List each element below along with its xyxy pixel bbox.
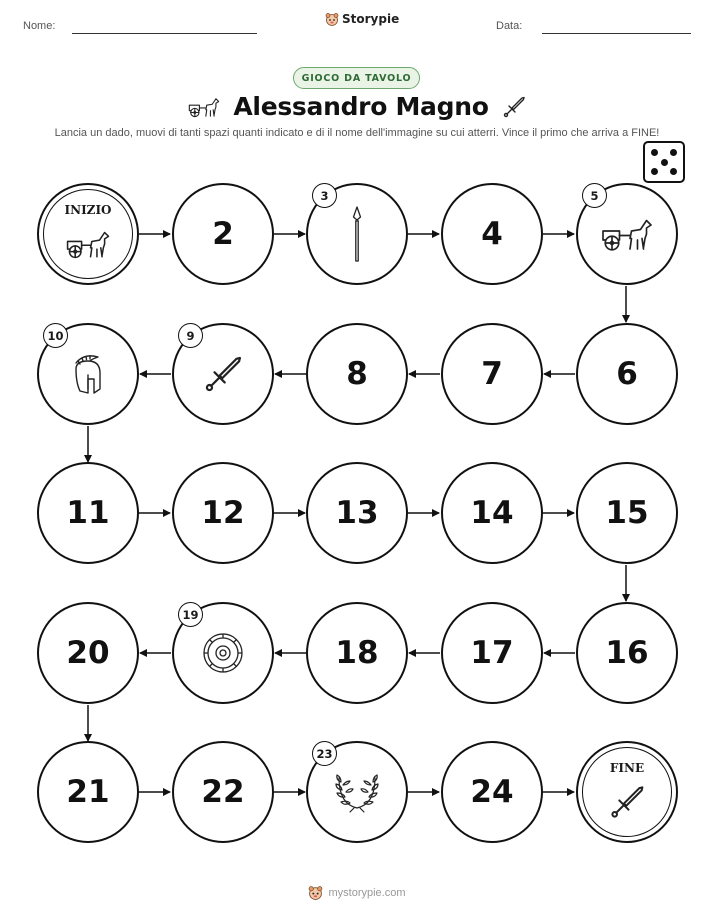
space-number: 13	[335, 495, 379, 531]
board-space-4[interactable]	[441, 183, 543, 285]
board-space-8[interactable]	[306, 323, 408, 425]
space-number: 14	[470, 495, 514, 531]
board-space-2[interactable]	[172, 183, 274, 285]
helmet-icon	[68, 351, 108, 397]
board-space-22[interactable]	[172, 741, 274, 843]
board-space-16[interactable]	[576, 602, 678, 704]
spear-icon	[350, 205, 364, 263]
name-label: Nome:	[23, 20, 56, 32]
chariot-icon	[65, 228, 111, 260]
space-number: 8	[346, 356, 368, 392]
start-label: INIZIO	[64, 203, 112, 217]
board-space-17[interactable]	[441, 602, 543, 704]
shield-icon	[202, 632, 244, 674]
footer	[0, 885, 714, 900]
board-space-15[interactable]	[576, 462, 678, 564]
board-space-9[interactable]	[172, 323, 274, 425]
space-number: 2	[212, 216, 234, 252]
game-type-badge: GIOCO DA TAVOLO	[293, 67, 420, 89]
space-number: 24	[470, 774, 514, 810]
finish-space[interactable]	[576, 741, 678, 843]
brand-name: Storypie	[342, 12, 400, 26]
space-number-badge: 10	[43, 323, 68, 348]
space-number-badge: 19	[178, 602, 203, 627]
space-number-badge: 5	[582, 183, 607, 208]
board-space-12[interactable]	[172, 462, 274, 564]
chariot-icon	[600, 215, 654, 253]
board-space-24[interactable]	[441, 741, 543, 843]
space-number: 17	[470, 635, 514, 671]
space-number: 16	[605, 635, 649, 671]
board-space-20[interactable]	[37, 602, 139, 704]
sword-icon	[607, 782, 647, 822]
sword-icon	[201, 352, 245, 396]
board-space-5[interactable]	[576, 183, 678, 285]
space-number: 4	[481, 216, 503, 252]
storypie-mascot-icon	[308, 885, 323, 900]
space-number: 12	[201, 495, 245, 531]
space-number-badge: 3	[312, 183, 337, 208]
space-number-badge: 9	[178, 323, 203, 348]
board-space-13[interactable]	[306, 462, 408, 564]
board-space-10[interactable]	[37, 323, 139, 425]
space-number: 22	[201, 774, 245, 810]
board-space-19[interactable]	[172, 602, 274, 704]
start-space[interactable]	[37, 183, 139, 285]
page-title: Alessandro Magno	[233, 92, 489, 121]
board-space-18[interactable]	[306, 602, 408, 704]
board-space-11[interactable]	[37, 462, 139, 564]
laurel-wreath-icon	[333, 770, 381, 814]
space-number: 18	[335, 635, 379, 671]
instructions: Lancia un dado, muovi di tanti spazi quanti indicato e di il nome dell'immagine su cui atterri. Vince il primo che arriva a FINE!	[54, 127, 660, 139]
finish-label: FINE	[609, 761, 645, 775]
date-label: Data:	[496, 20, 523, 32]
board-space-14[interactable]	[441, 462, 543, 564]
board-space-21[interactable]	[37, 741, 139, 843]
space-number: 11	[66, 495, 110, 531]
space-number: 21	[66, 774, 110, 810]
space-number-badge: 23	[312, 741, 337, 766]
footer-site[interactable]: mystorypie.com	[328, 886, 406, 899]
board-space-3[interactable]	[306, 183, 408, 285]
board-space-23[interactable]	[306, 741, 408, 843]
space-number: 20	[66, 635, 110, 671]
space-number: 7	[481, 356, 503, 392]
board-space-6[interactable]	[576, 323, 678, 425]
board-space-7[interactable]	[441, 323, 543, 425]
space-number: 6	[616, 356, 638, 392]
space-number: 15	[605, 495, 649, 531]
